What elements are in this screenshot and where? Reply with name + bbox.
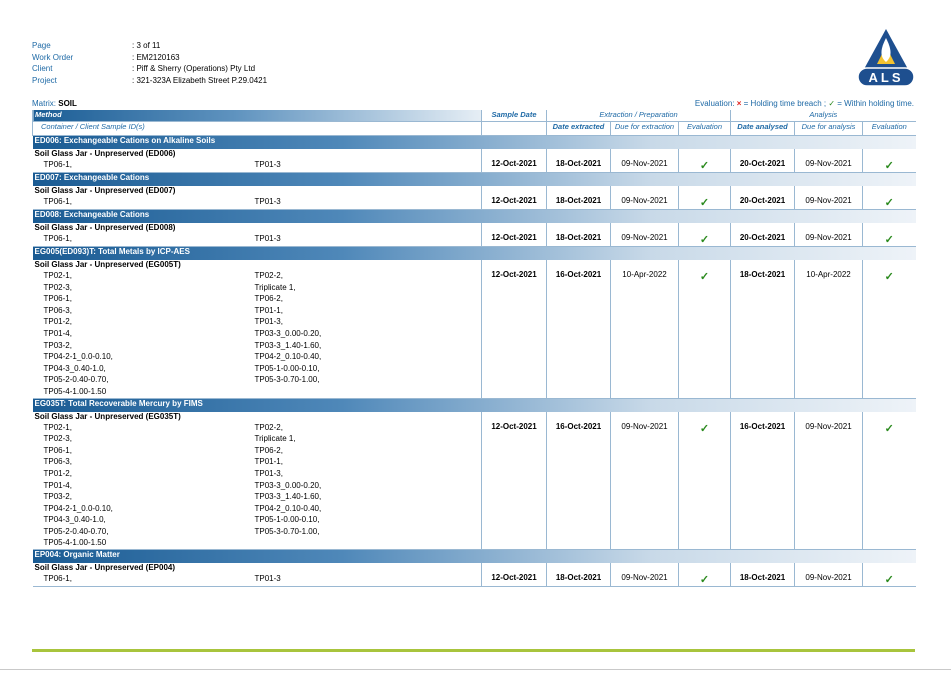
sample-date: 12-Oct-2021 [491,421,537,431]
header-label: Work Order [32,52,74,62]
date-analysed-cell [731,149,795,173]
evaluation-check-icon-cell [679,260,731,398]
evaluation-check-icon: ✓ [884,234,894,246]
header-value: : 3 of 11 [132,41,161,50]
header-value: : EM2120163 [132,52,180,62]
sample-date-cell [482,223,547,247]
header-label: Client [32,64,53,74]
header-row [32,75,267,87]
evaluation-check-icon: ✓ [699,574,710,587]
col-evaluation-1: Evaluation [679,122,731,136]
sample-id: TP04-2-1_0.0-0.10, [43,503,113,513]
sample-id: TP06-1, [43,574,72,584]
evaluation-check-icon-cell [863,563,916,587]
sample-date: 12-Oct-2021 [491,573,537,583]
due-extraction: 10-Apr-2022 [622,270,667,279]
due-analysis: 10-Apr-2022 [806,270,851,279]
sample-id: TP01-3, [254,468,283,478]
evaluation-check-icon-cell [679,186,731,210]
sample-id: TP01-2, [43,317,72,327]
due-analysis-cell [795,186,863,210]
header-label: Page [32,41,51,50]
due-extraction-cell [611,149,679,173]
date-analysed-cell [731,223,795,247]
sample-id: TP05-1-0.00-0.10, [254,363,320,373]
evaluation-check-icon: ✓ [884,197,894,209]
table-row [33,149,916,173]
section-title: EP004: Organic Matter [33,550,916,564]
evaluation-check-icon-cell [679,563,731,587]
sample-id: TP01-3 [254,234,281,243]
header-value: : 321-323A Elizabeth Street P.29.0421 [132,75,268,85]
col-due-extraction: Due for extraction [611,122,679,136]
col-extraction-group: Extraction / Preparation [547,110,731,122]
sample-id: TP03-3_1.40-1.60, [254,340,322,350]
section-title: ED006: Exchangeable Cations on Alkaline Soils [33,136,916,150]
sample-id: TP01-2, [43,468,72,478]
sample-id: TP03-3_0.00-0.20, [254,328,322,338]
table-row [33,186,916,210]
header-row-1 [33,110,916,122]
sample-date-cell [482,149,547,173]
als-logo [857,28,915,88]
sample-id: TP04-2_0.10-0.40, [254,503,322,513]
section-title: ED008: Exchangeable Cations [33,210,916,224]
sample-id: TP05-1-0.00-0.10, [254,515,320,525]
sample-id: TP01-4, [43,480,72,490]
header-row [32,63,267,75]
sample-id: TP04-3_0.40-1.0, [43,363,106,373]
date-analysed: 16-Oct-2021 [739,421,786,431]
section-header [33,550,916,564]
footer-green-rule [32,649,915,652]
sample-id: TP06-1, [43,294,72,304]
sample-date: 12-Oct-2021 [491,270,537,279]
col-method: Method [33,110,482,122]
due-analysis: 09-Nov-2021 [805,421,852,431]
evaluation-check-icon: ✓ [699,160,710,172]
sample-id: TP06-2, [254,294,283,304]
sample-id: TP06-1, [43,160,72,169]
sample-id: TP03-3_1.40-1.60, [254,492,322,502]
col-evaluation-2: Evaluation [863,122,916,136]
sample-id: TP06-3, [43,305,72,315]
date-analysed-cell [731,563,795,587]
sample-id: TP01-3, [254,317,283,327]
sample-id-list [35,270,480,398]
container-title: Soil Glass Jar - Unpreserved (EP004) [34,563,176,573]
due-extraction-cell [611,186,679,210]
holding-time-table [32,110,916,587]
sample-id: TP02-2, [254,422,283,432]
date-analysed: 18-Oct-2021 [739,573,786,583]
evaluation-check-icon-cell [863,260,916,398]
evaluation-check-icon-cell [679,412,731,550]
col-sample-date: Sample Date [482,110,547,122]
date-analysed: 20-Oct-2021 [739,233,786,242]
sample-id-list [35,233,480,245]
sample-id: TP06-1, [43,445,72,455]
table-bottom-border [33,587,916,588]
due-analysis-cell [795,260,863,398]
evaluation-check-icon: ✓ [699,422,710,435]
sample-id-list [35,196,480,208]
due-extraction-cell [611,412,679,550]
due-analysis: 09-Nov-2021 [805,159,852,168]
due-analysis: 09-Nov-2021 [805,573,852,583]
container-title: Soil Glass Jar - Unpreserved (EG035T) [34,411,181,421]
col-date-extracted: Date extracted [547,122,611,136]
evaluation-check-icon: ✓ [884,574,894,587]
container-cell [33,149,482,173]
matrix-label: Matrix: SOIL [32,99,77,108]
col-due-analysis: Due for analysis [795,122,863,136]
col-date-analysed: Date analysed [731,122,795,136]
evaluation-check-icon: ✓ [884,422,894,435]
section-header [33,173,916,187]
table-row [33,260,916,398]
sample-id: Triplicate 1, [254,434,296,444]
evaluation-check-icon-cell [679,149,731,173]
sample-id: TP06-3, [43,457,72,467]
due-extraction: 09-Nov-2021 [621,233,668,242]
header-row [32,52,267,64]
due-extraction: 09-Nov-2021 [621,421,668,431]
evaluation-check-icon: ✓ [699,197,710,209]
date-analysed: 20-Oct-2021 [739,196,786,205]
date-analysed-cell [731,186,795,210]
date-extracted-cell [547,260,611,398]
date-extracted: 18-Oct-2021 [555,233,602,242]
date-analysed: 20-Oct-2021 [739,159,786,168]
section-header [33,210,916,224]
sample-id-list [35,422,480,550]
due-analysis: 09-Nov-2021 [805,233,852,242]
evaluation-check-icon-cell [863,186,916,210]
section-title: EG035T: Total Recoverable Mercury by FIMS [33,398,916,412]
sample-id: TP04-3_0.40-1.0, [43,515,106,525]
due-extraction-cell [611,223,679,247]
evaluation-check-icon-cell [863,149,916,173]
date-analysed-cell [731,412,795,550]
date-extracted-cell [547,149,611,173]
header-label: Project [32,75,57,85]
sample-id: TP02-2, [254,271,283,280]
sample-id: TP05-2-0.40-0.70, [43,526,109,536]
footer-gray-rule [0,669,951,670]
sample-id: TP06-2, [254,445,283,455]
date-extracted-cell [547,186,611,210]
header-value: : Piff & Sherry (Operations) Pty Ltd [132,64,256,74]
table-row [33,563,916,587]
sample-id: TP01-1, [254,457,283,467]
table-row [33,412,916,550]
report-header [32,40,267,86]
due-analysis-cell [795,412,863,550]
sample-date: 12-Oct-2021 [491,159,537,168]
date-extracted: 18-Oct-2021 [555,159,602,168]
header-row-2 [33,122,916,136]
table-row [33,223,916,247]
sample-id: TP01-1, [254,305,283,315]
container-cell [33,260,482,398]
date-extracted: 18-Oct-2021 [555,196,602,205]
sample-id: TP06-1, [43,197,72,206]
container-title: Soil Glass Jar - Unpreserved (EG005T) [34,260,181,269]
container-title: Soil Glass Jar - Unpreserved (ED008) [34,223,176,232]
due-extraction: 09-Nov-2021 [621,159,668,168]
sample-id: TP01-4, [43,328,72,338]
sample-id: Triplicate 1, [254,282,296,292]
evaluation-legend: Evaluation: × = Holding time breach ; ✓ = Within holding time. [694,99,914,108]
due-analysis-cell [795,223,863,247]
evaluation-check-icon-cell [863,223,916,247]
date-extracted: 16-Oct-2021 [555,270,602,279]
sample-id: TP04-2-1_0.0-0.10, [43,352,113,362]
container-title: Soil Glass Jar - Unpreserved (ED007) [34,186,176,195]
due-analysis-cell [795,149,863,173]
container-cell [33,186,482,210]
section-title: EG005(ED093)T: Total Metals by ICP-AES [33,247,916,261]
sample-id: TP03-3_0.00-0.20, [254,480,322,490]
container-cell [33,412,482,550]
sample-id: TP05-4-1.00-1.50 [43,538,107,548]
col-container: Container / Client Sample ID(s) [33,122,482,136]
date-analysed: 18-Oct-2021 [739,270,786,279]
container-cell [33,563,482,587]
sample-date-cell [482,260,547,398]
date-extracted: 16-Oct-2021 [555,421,602,431]
sample-id: TP02-3, [43,282,72,292]
section-title: ED007: Exchangeable Cations [33,173,916,187]
sample-id-list [35,573,480,585]
sample-date-cell [482,563,547,587]
section-header [33,398,916,412]
section-header [33,247,916,261]
date-extracted: 18-Oct-2021 [555,573,602,583]
sample-date-cell [482,412,547,550]
section-header [33,136,916,150]
header-row [32,40,267,52]
evaluation-check-icon: ✓ [699,234,710,246]
due-analysis-cell [795,563,863,587]
breach-icon: × [736,99,742,108]
sample-id: TP01-3 [254,197,281,206]
due-analysis: 09-Nov-2021 [805,196,852,205]
due-extraction: 09-Nov-2021 [621,573,668,583]
evaluation-check-icon: ✓ [884,160,894,172]
sample-date-cell [482,186,547,210]
sample-date: 12-Oct-2021 [491,196,537,205]
date-extracted-cell [547,563,611,587]
evaluation-check-icon: ✓ [884,271,894,283]
due-extraction: 09-Nov-2021 [621,196,668,205]
due-extraction-cell [611,563,679,587]
date-analysed-cell [731,260,795,398]
sample-id: TP02-1, [43,271,72,280]
sample-id: TP05-2-0.40-0.70, [43,375,109,385]
check-icon: ✓ [828,99,836,108]
sample-id: TP06-1, [43,234,72,243]
evaluation-check-icon-cell [863,412,916,550]
sample-id: TP01-3 [254,160,281,169]
due-extraction-cell [611,260,679,398]
sample-id: TP05-3-0.70-1.00, [254,375,320,385]
evaluation-check-icon: ✓ [699,271,710,283]
sample-id: TP05-3-0.70-1.00, [254,526,320,536]
sample-id: TP01-3 [254,574,281,584]
sample-date: 12-Oct-2021 [491,233,537,242]
evaluation-check-icon-cell [679,223,731,247]
container-title: Soil Glass Jar - Unpreserved (ED006) [34,149,176,158]
sample-id: TP05-4-1.00-1.50 [43,386,107,396]
logo-text: ALS [868,70,904,85]
sample-id: TP03-2, [43,492,72,502]
sample-id-list [35,159,480,171]
sample-id: TP02-1, [43,422,72,432]
sample-id: TP02-3, [43,434,72,444]
sample-id: TP04-2_0.10-0.40, [254,352,322,362]
sample-id: TP03-2, [43,340,72,350]
col-analysis-group: Analysis [731,110,916,122]
date-extracted-cell [547,223,611,247]
container-cell [33,223,482,247]
matrix-value: SOIL [58,99,77,108]
date-extracted-cell [547,412,611,550]
